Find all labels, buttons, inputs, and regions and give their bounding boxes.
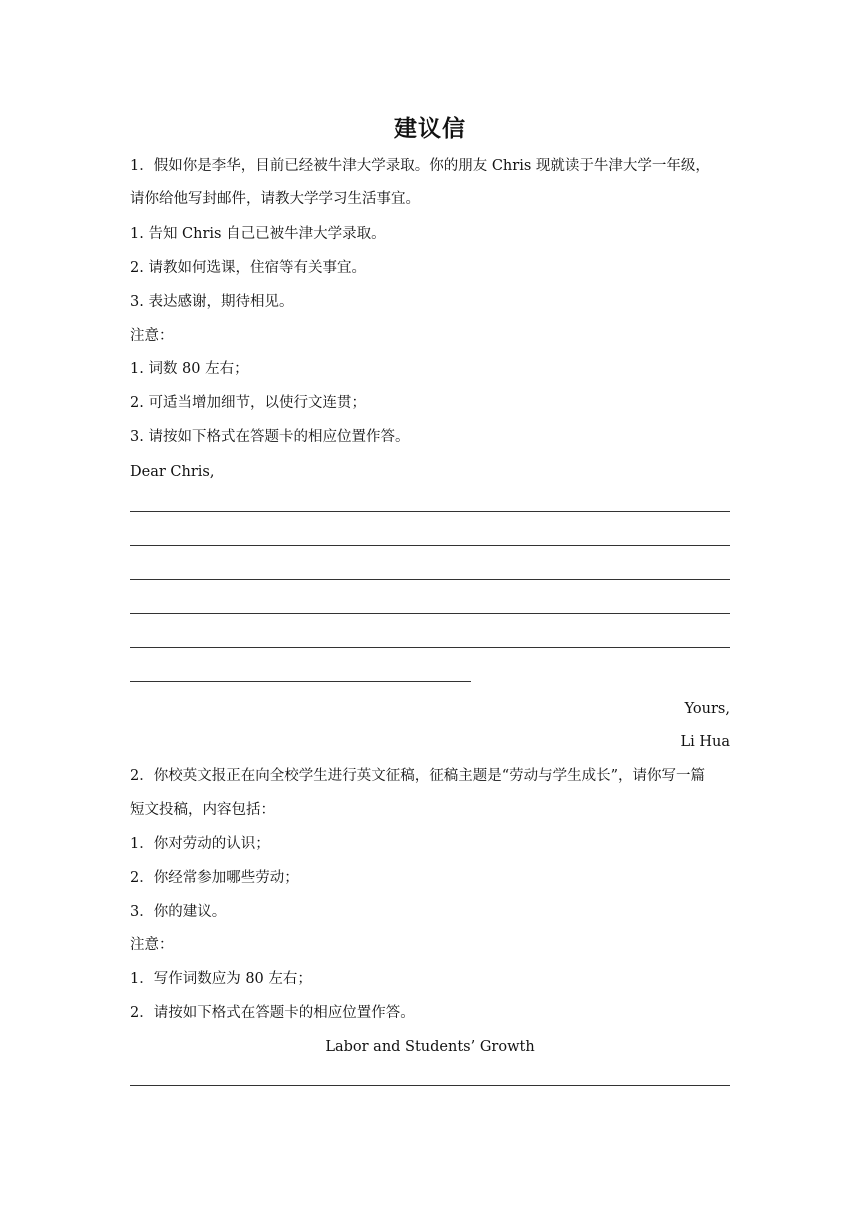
answer-line [130,579,730,580]
q2-note-label: 注意： [130,937,174,953]
q1-prompt-line-2: 请你给他写封邮件，请教大学学习生活事宜。 [130,191,420,207]
q1-point-1: 1. 告知 Chris 自己已被牛津大学录取。 [130,226,386,242]
q2-prompt-line-2: 短文投稿，内容包括： [130,802,275,818]
q2-prompt-line-1: 2．你校英文报正在向全校学生进行英文征稿，征稿主题是“劳动与学生成长”，请你写一篇 [130,768,706,784]
q1-prompt-line-1: 1．假如你是李华，目前已经被牛津大学录取。你的朋友 Chris 现就读于牛津大学一年级， [130,158,710,174]
q1-note-1: 1. 词数 80 左右； [130,361,249,377]
q1-note-3: 3. 请按如下格式在答题卡的相应位置作答。 [130,429,410,445]
q2-essay-title: Labor and Students’ Growth [325,1039,535,1055]
q1-note-label: 注意： [130,328,174,344]
q1-note-2: 2. 可适当增加细节，以使行文连贯； [130,395,366,411]
q1-point-3: 3. 表达感谢，期待相见。 [130,294,294,310]
answer-line [130,613,730,614]
q2-note-1: 1．写作词数应为 80 左右； [130,971,312,987]
page-title: 建议信 [394,116,466,142]
q1-greeting: Dear Chris, [130,464,215,480]
q2-point-1: 1．你对劳动的认识； [130,836,270,852]
q1-closing: Yours, [684,701,730,717]
q1-point-2: 2. 请教如何选课，住宿等有关事宜。 [130,260,366,276]
answer-line [130,647,730,648]
q2-point-3: 3．你的建议。 [130,904,227,920]
answer-line [130,1085,730,1086]
answer-line [130,545,730,546]
q2-point-2: 2．你经常参加哪些劳动； [130,870,299,886]
q1-signature: Li Hua [680,734,730,750]
q2-note-2: 2．请按如下格式在答题卡的相应位置作答。 [130,1005,415,1021]
answer-line [130,511,730,512]
answer-line-short [130,681,471,682]
